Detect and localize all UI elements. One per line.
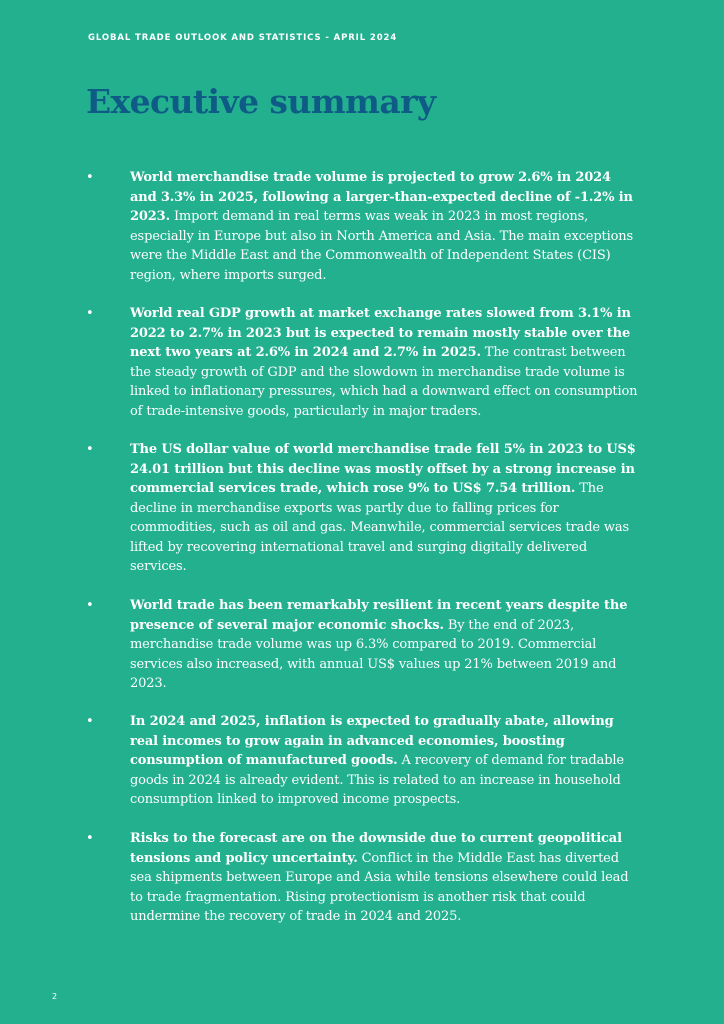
summary-bullet-1: [86, 168, 638, 285]
bullet-body: Conflict in the Middle East has diverted sea shipments between Europe and Asia while tensions elsewhere could lead to trade fragmentation. Rising protectionism is another risk that could undermine the recovery of trade in 2024 and 2025.: [130, 850, 629, 924]
bullet-body: A recovery of demand for tradable goods in 2024 is already evident. This is related to an increase in household consumption linked to improved income prospects.: [130, 753, 624, 807]
summary-bullet-6: [86, 829, 638, 927]
running-header: GLOBAL TRADE OUTLOOK AND STATISTICS - APRIL 2024: [88, 33, 398, 43]
bullet-body: Import demand in real terms was weak in 2023 in most regions, especially in Europe but also in North America and Asia. The main exceptions were the Middle East and the Commonwealth of Independent States (CIS) region, where imports surged.: [130, 209, 634, 283]
page-number: 2: [52, 992, 58, 1001]
bullet-lead: In 2024 and 2025, inflation is expected to gradually abate, allowing real incomes to grow again in advanced economies, boosting consumption of manufactured goods.: [130, 714, 614, 768]
bullet-body: The decline in merchandise exports was partly due to falling prices for commodities, such as oil and gas. Meanwhile, commercial services trade was lifted by recovering international travel and surging digitally delivered services.: [130, 481, 630, 574]
bullet-body: By the end of 2023, merchandise trade volume was up 6.3% compared to 2019. Commercial services also increased, with annual US$ values up 21% between 2019 and 2023.: [130, 617, 617, 691]
bullet-marker: •: [86, 170, 94, 185]
bullet-marker: •: [86, 306, 94, 321]
summary-bullet-2: [86, 304, 638, 421]
summary-bullet-4: [86, 596, 638, 694]
bullet-marker: •: [86, 442, 94, 457]
bullet-lead: World real GDP growth at market exchange rates slowed from 3.1% in 2022 to 2.7% in 2023 but is expected to remain mostly stable over the next two years at 2.6% in 2024 and 2.7% in 2025.: [130, 306, 631, 360]
page-title: Executive summary: [86, 82, 436, 121]
bullet-marker: •: [86, 831, 94, 846]
bullet-lead: World merchandise trade volume is projected to grow 2.6% in 2024 and 3.3% in 2025, following a larger-than-expected decline of -1.2% in 2023.: [130, 170, 633, 224]
summary-bullet-5: [86, 712, 638, 810]
bullet-lead: World trade has been remarkably resilient in recent years despite the presence of several major economic shocks.: [130, 598, 628, 633]
bullet-body: The contrast between the steady growth of GDP and the slowdown in merchandise trade volume is linked to inflationary pressures, which had a downward effect on consumption of trade-intensive goods, particularly in major traders.: [130, 345, 638, 419]
bullet-lead: The US dollar value of world merchandise trade fell 5% in 2023 to US$ 24.01 trillion but this decline was mostly offset by a strong increase in commercial services trade, which rose 9% to US$ 7.54 trillion.: [130, 442, 636, 496]
summary-bullet-3: [86, 440, 638, 577]
bullet-lead: Risks to the forecast are on the downside due to current geopolitical tensions and policy uncertainty.: [130, 831, 622, 866]
bullet-marker: •: [86, 598, 94, 613]
bullet-marker: •: [86, 714, 94, 729]
